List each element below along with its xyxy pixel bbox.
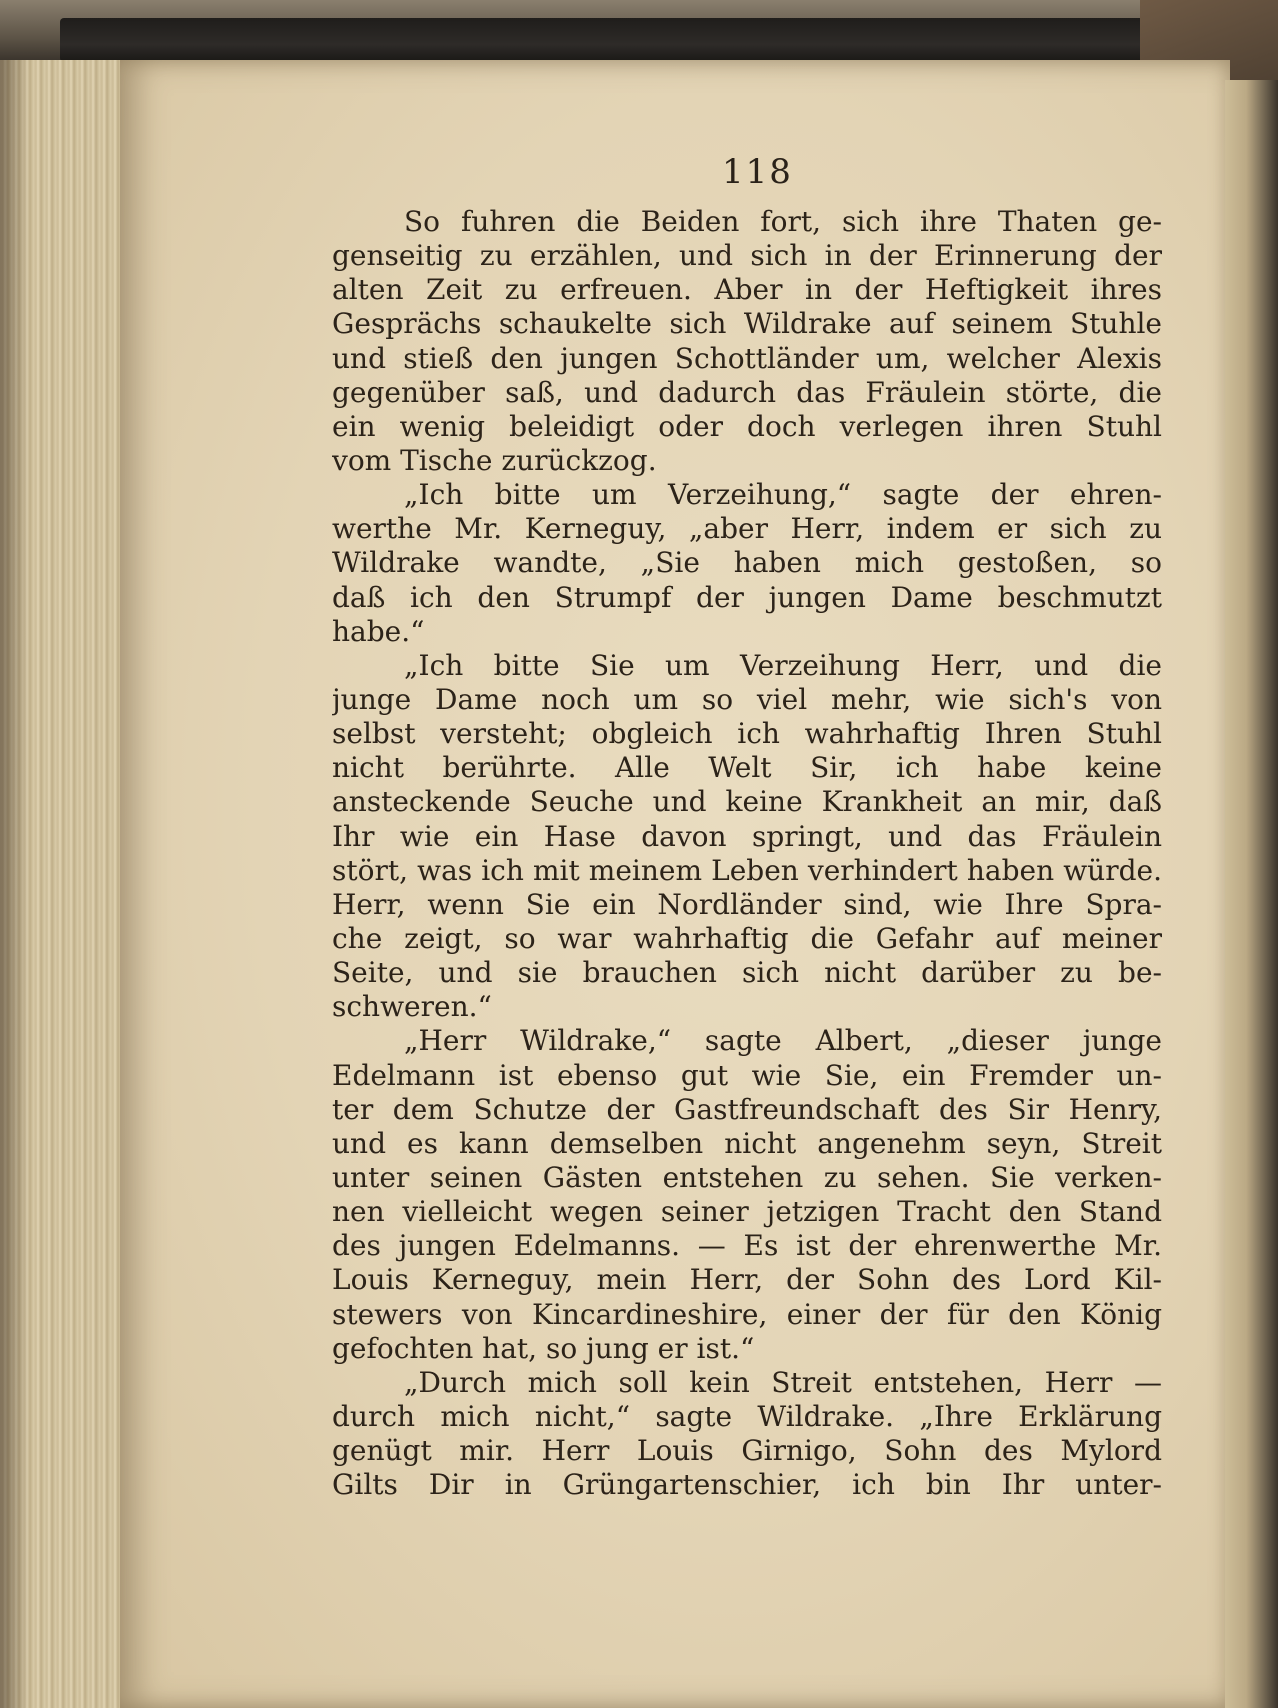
text-line: stewers von Kincardineshire, einer der für den König — [332, 1297, 1162, 1331]
text-line: gegenüber saß, und dadurch das Fräulein störte, die — [332, 375, 1162, 409]
text-line: und es kann demselben nicht angenehm seyn, Streit — [332, 1126, 1162, 1160]
text-line: „Ich bitte Sie um Verzeihung Herr, und die — [404, 648, 1162, 682]
text-line: Edelmann ist ebenso gut wie Sie, ein Fremder un- — [332, 1058, 1162, 1092]
text-line: genseitig zu erzählen, und sich in der Erinnerung der — [332, 239, 1162, 273]
text-line: che zeigt, so war wahrhaftig die Gefahr auf meiner — [332, 921, 1162, 955]
text-line: genügt mir. Herr Louis Girnigo, Sohn des Mylord — [332, 1434, 1162, 1468]
text-line: Herr, wenn Sie ein Nordländer sind, wie Ihre Spra- — [332, 887, 1162, 921]
page-number: 118 — [722, 152, 793, 192]
text-line: selbst versteht; obgleich ich wahrhaftig Ihren Stuhl — [332, 717, 1162, 751]
text-line: stört, was ich mit meinem Leben verhindert haben würde. — [332, 853, 1162, 887]
text-line: schweren.“ — [332, 990, 492, 1024]
book-binding — [60, 18, 1200, 62]
text-line: unter seinen Gästen entstehen zu sehen. Sie verken- — [332, 1160, 1162, 1194]
text-line: Louis Kerneguy, mein Herr, der Sohn des Lord Kil- — [332, 1263, 1162, 1297]
text-line: vom Tische zurückzog. — [332, 443, 657, 477]
text-line: daß ich den Strumpf der jungen Dame beschmutzt — [332, 580, 1162, 614]
text-line: ter dem Schutze der Gastfreundschaft des Sir Henry, — [332, 1092, 1162, 1126]
page-stack-shadow — [0, 60, 30, 1708]
page-right-edge — [1225, 80, 1278, 1708]
text-line: Wildrake wandte, „Sie haben mich gestoßen, so — [332, 546, 1162, 580]
text-line: nen vielleicht wegen seiner jetzigen Tracht den Stand — [332, 1195, 1162, 1229]
text-line: Gesprächs schaukelte sich Wildrake auf seinem Stuhle — [332, 307, 1162, 341]
text-line: „Ich bitte um Verzeihung,“ sagte der ehren- — [404, 478, 1162, 512]
text-line: „Herr Wildrake,“ sagte Albert, „dieser junge — [404, 1024, 1162, 1058]
text-line: So fuhren die Beiden fort, sich ihre Thaten ge- — [404, 205, 1162, 238]
text-line: Gilts Dir in Grüngartenschier, ich bin Ihr unter- — [332, 1468, 1162, 1502]
text-line: ein wenig beleidigt oder doch verlegen ihren Stuhl — [332, 409, 1162, 443]
text-line: Ihr wie ein Hase davon springt, und das Fräulein — [332, 819, 1162, 853]
text-line: ansteckende Seuche und keine Krankheit an mir, daß — [332, 785, 1162, 819]
text-line: Seite, und sie brauchen sich nicht darüber zu be- — [332, 956, 1162, 990]
text-line: habe.“ — [332, 614, 425, 648]
text-line: des jungen Edelmanns. — Es ist der ehrenwerthe Mr. — [332, 1229, 1162, 1263]
text-line: gefochten hat, so jung er ist.“ — [332, 1331, 755, 1365]
text-line: und stieß den jungen Schottländer um, welcher Alexis — [332, 341, 1162, 375]
text-line: werthe Mr. Kerneguy, „aber Herr, indem er sich zu — [332, 512, 1162, 546]
text-line: alten Zeit zu erfreuen. Aber in der Heftigkeit ihres — [332, 273, 1162, 307]
page-body-text — [332, 205, 1162, 1502]
text-line: durch mich nicht,“ sagte Wildrake. „Ihre Erklärung — [332, 1399, 1162, 1433]
text-line: nicht berührte. Alle Welt Sir, ich habe keine — [332, 751, 1162, 785]
text-line: „Durch mich soll kein Streit entstehen, Herr — — [404, 1365, 1162, 1399]
text-line: junge Dame noch um so viel mehr, wie sich's von — [332, 682, 1162, 716]
